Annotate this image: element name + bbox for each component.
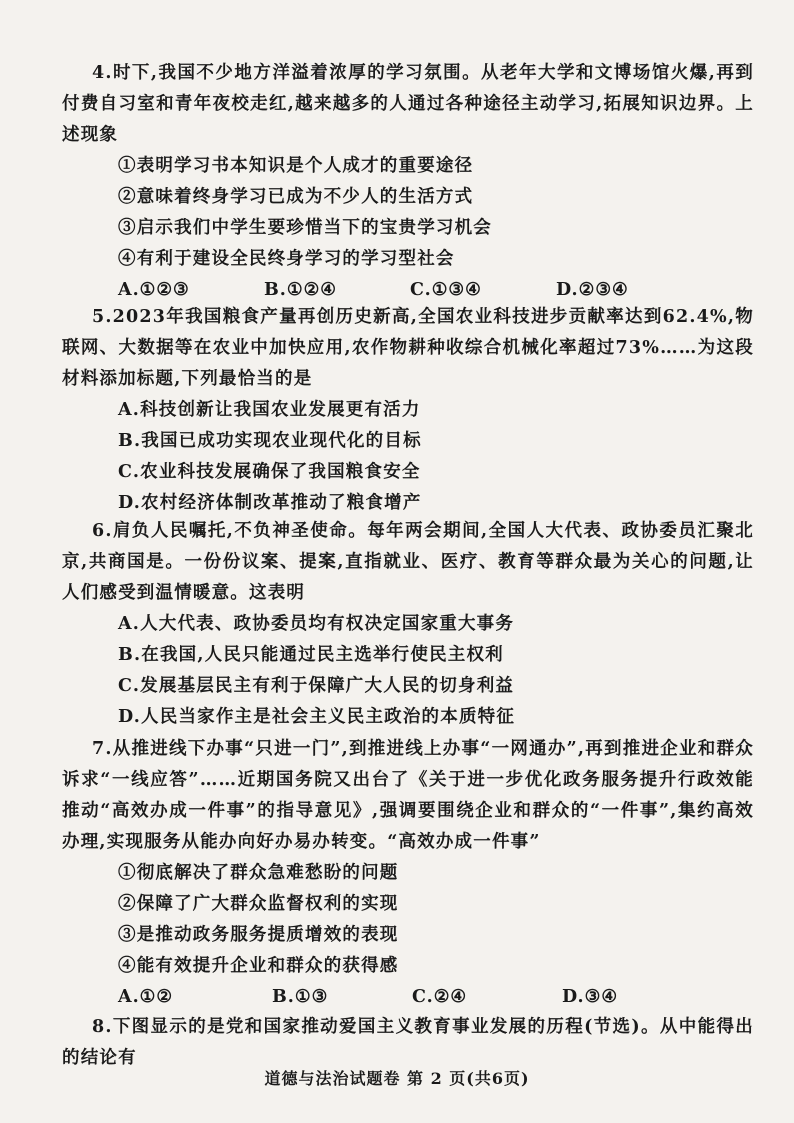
question-8 — [0, 1012, 794, 1074]
question-stem: 4.时下,我国不少地方洋溢着浓厚的学习氛围。从老年大学和文博场馆火爆,再到付费自习室和青年夜校走红,越来越多的人通过各种途径主动学习,拓展知识边界。上述现象 — [62, 63, 754, 145]
option-item: D.农村经济体制改革推动了粮食增产 — [118, 493, 422, 513]
question-stem: 6.肩负人民嘱托,不负神圣使命。每年两会期间,全国人大代表、政协委员汇聚北京,共商国是。一份份议案、提案,直指就业、医疗、教育等群众最为关心的问题,让人们感受到温情暖意。这表明 — [62, 521, 754, 603]
question-stem: 7.从推进线下办事“只进一门”,到推进线上办事“一网通办”,再到推进企业和群众诉求“一线应答”……近期国务院又出台了《关于进一步优化政务服务提升行政效能推动“高效办成一件事”的指导意见》,强调要围绕企业和群众的“一件事”,集约高效办理,实现服务从能办向好办易办转变。“高效办成一件事” — [62, 739, 754, 852]
option-item: C.农业科技发展确保了我国粮食安全 — [118, 462, 421, 482]
option-item: D.人民当家作主是社会主义民主政治的本质特征 — [118, 707, 516, 727]
option-item: C.发展基层民主有利于保障广大人民的切身利益 — [118, 676, 515, 696]
statement-item: ①表明学习书本知识是个人成才的重要途径 — [118, 156, 474, 176]
statement-item: ③启示我们中学生要珍惜当下的宝贵学习机会 — [118, 218, 492, 238]
question-6 — [0, 516, 794, 733]
statement-item: ③是推动政务服务提质增效的表现 — [118, 925, 399, 945]
statement-item: ②意味着终身学习已成为不少人的生活方式 — [118, 187, 474, 207]
choice-d: D.②③④ — [556, 280, 629, 300]
choice-a: A.①② — [118, 987, 174, 1007]
answer-choices — [0, 982, 794, 1013]
choice-d: D.③④ — [562, 987, 619, 1007]
question-stem: 8.下图显示的是党和国家推动爱国主义教育事业发展的历程(节选)。从中能得出的结论有 — [62, 1017, 754, 1068]
option-item: B.在我国,人民只能通过民主选举行使民主权利 — [118, 645, 504, 665]
page-footer: 道德与法治试题卷 第 2 页(共6页) — [264, 1069, 530, 1088]
statement-item: ④有利于建设全民终身学习的学习型社会 — [118, 249, 455, 269]
statement-item: ①彻底解决了群众急难愁盼的问题 — [118, 863, 399, 883]
question-stem: 5.2023年我国粮食产量再创历史新高,全国农业科技进步贡献率达到62.4%,物联网、大数据等在农业中加快应用,农作物耕种收综合机械化率超过73%……为这段材料添加标题,下列最恰当的是 — [62, 307, 754, 389]
choice-c: C.①③④ — [410, 280, 482, 300]
option-item: B.我国已成功实现农业现代化的目标 — [118, 431, 422, 451]
choice-a: A.①②③ — [118, 280, 190, 300]
question-7 — [0, 734, 794, 1013]
option-item: A.科技创新让我国农业发展更有活力 — [118, 400, 421, 420]
option-item: A.人大代表、政协委员均有权决定国家重大事务 — [118, 614, 515, 634]
statement-item: ②保障了广大群众监督权利的实现 — [118, 894, 399, 914]
choice-b: B.①②④ — [264, 280, 337, 300]
statement-item: ④能有效提升企业和群众的获得感 — [118, 956, 399, 976]
question-5 — [0, 302, 794, 519]
question-4 — [0, 58, 794, 306]
choice-b: B.①③ — [272, 987, 329, 1007]
choice-c: C.②④ — [412, 987, 468, 1007]
